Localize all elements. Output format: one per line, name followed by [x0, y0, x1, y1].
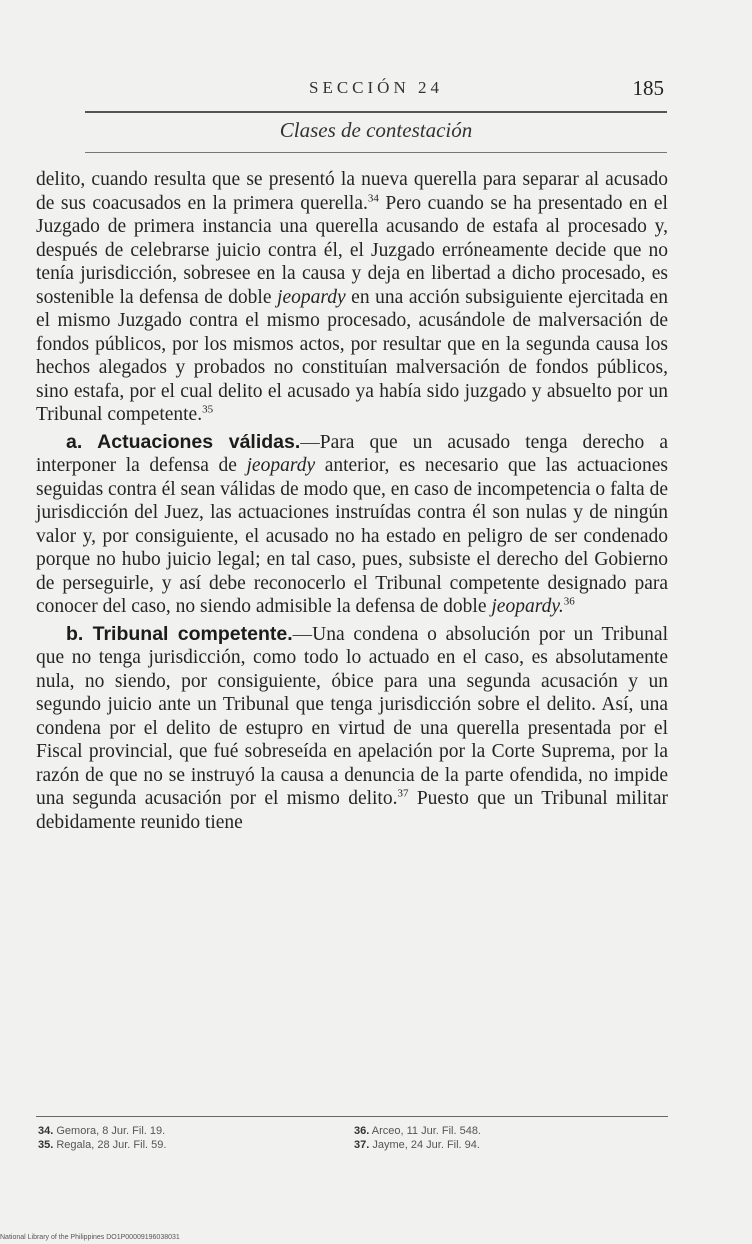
footnotes-right-column — [354, 1124, 654, 1152]
footnote-text: Arceo, 11 Jur. Fil. 548. — [371, 1125, 481, 1137]
paragraph-text: Para que un acusado tenga derecho a interponer la defensa de — [36, 431, 668, 476]
body-text — [36, 168, 668, 834]
footnote-ref: 34 — [367, 192, 379, 204]
footnote — [38, 1124, 338, 1138]
subsection-heading: a. Actuaciones válidas. — [66, 430, 301, 453]
running-head — [0, 76, 752, 106]
dash: — — [300, 431, 320, 453]
paragraph-text: Una condena o absolución por un Tribunal que no tenga jurisdicción, como todo lo actuado en el caso, es absolutamente nula, no siendo, por consiguiente, óbice para una segunda acusación y un segundo juicio ante un Tribunal que tenga jurisdicción sobre el delito. Así, una condena por el delito de estupro en virtud de una querella presentada por el Fiscal provincial, que fué sobreseída en apelación por la Corte Suprema, por la razón de que no se instruyó la causa a denuncia de la parte ofendida, no impide una segunda acusación por el mismo delito. — [36, 623, 668, 809]
footnote-text: Jayme, 24 Jur. Fil. 94. — [372, 1139, 480, 1151]
footnote-ref: 37 — [397, 787, 409, 800]
paragraph-text: anterior, es necesario que las actuaciones seguidas contra él sean válidas de modo que, en caso de incompetencia o falta de jurisdicción del Juez, las actuaciones instruídas contra él son nulas y de ningún valor y, por consiguiente, el acusado no ha estado en peligro de ser condenado porque no hubo juicio legal; en tal caso, pues, subsiste el derecho del Gobierno de perseguirle, y así debe reconocerlo el Tribunal competente designado para conocer del caso, no siendo admisible la defensa de doble — [36, 455, 668, 617]
footnote-ref: 35 — [202, 403, 214, 416]
paragraph-1 — [36, 168, 668, 427]
footnote-number: 34. — [38, 1125, 54, 1137]
paragraph-text: Pero cuando se ha presentado en el Juzgado de primera instancia una querella acusando de estafa al procesado y, después de celebrarse juicio contra él, el Juzgado erróneamente decide que no tenía jurisdicción, sobresee en la causa y deja en libertad a dicho procesado, es sostenible la defensa de doble — [36, 192, 668, 308]
footnote-text: Regala, 28 Jur. Fil. 59. — [56, 1139, 167, 1151]
paragraph-text: delito, cuando resulta que se presentó la nueva querella para separar al acusado de sus coacusados en la primera querella. — [36, 169, 668, 214]
emphasis-text: jeopardy — [246, 455, 316, 476]
paragraph-2 — [36, 431, 668, 619]
footnote-number: 36. — [354, 1125, 370, 1137]
page-number: 185 — [632, 76, 664, 100]
paragraph-text: Puesto que un Tribunal militar debidamente reunido tiene — [36, 788, 668, 833]
library-watermark-text: National Library of the Philippines DO1P00009196038031 — [0, 1234, 180, 1241]
emphasis-text: jeopardy — [277, 286, 346, 308]
footnote-number: 37. — [354, 1139, 370, 1151]
footnote — [38, 1138, 338, 1152]
footnote — [354, 1138, 654, 1152]
footnotes-left-column — [38, 1124, 338, 1152]
subtitle-rule — [85, 152, 667, 153]
section-label: SECCIÓN 24 — [309, 78, 443, 97]
paragraph-text: en una acción subsiguiente ejercitada en el mismo Juzgado contra el mismo procesado, acusándole de malversación de fondos públicos, por los mismos actos, por resultar que en la segunda causa los hechos alegados y probados no constituían malversación de fondos públicos, sino estafa, por el cual delito el acusado ya había sido juzgado y absuelto por un Tribunal competente. — [36, 286, 668, 425]
footnote-rule — [36, 1116, 668, 1117]
subsection-heading: b. Tribunal competente. — [66, 622, 293, 645]
chapter-subtitle: Clases de contestación — [279, 118, 473, 142]
footnote-text: Gemora, 8 Jur. Fil. 19. — [56, 1125, 166, 1137]
header-rule — [85, 111, 667, 113]
paragraph-3 — [36, 623, 668, 835]
dash: — — [292, 623, 313, 645]
emphasis-text: jeopardy. — [491, 596, 564, 617]
footnote-ref: 36 — [563, 595, 575, 608]
footnote-number: 35. — [38, 1139, 54, 1151]
footnote — [354, 1124, 654, 1138]
